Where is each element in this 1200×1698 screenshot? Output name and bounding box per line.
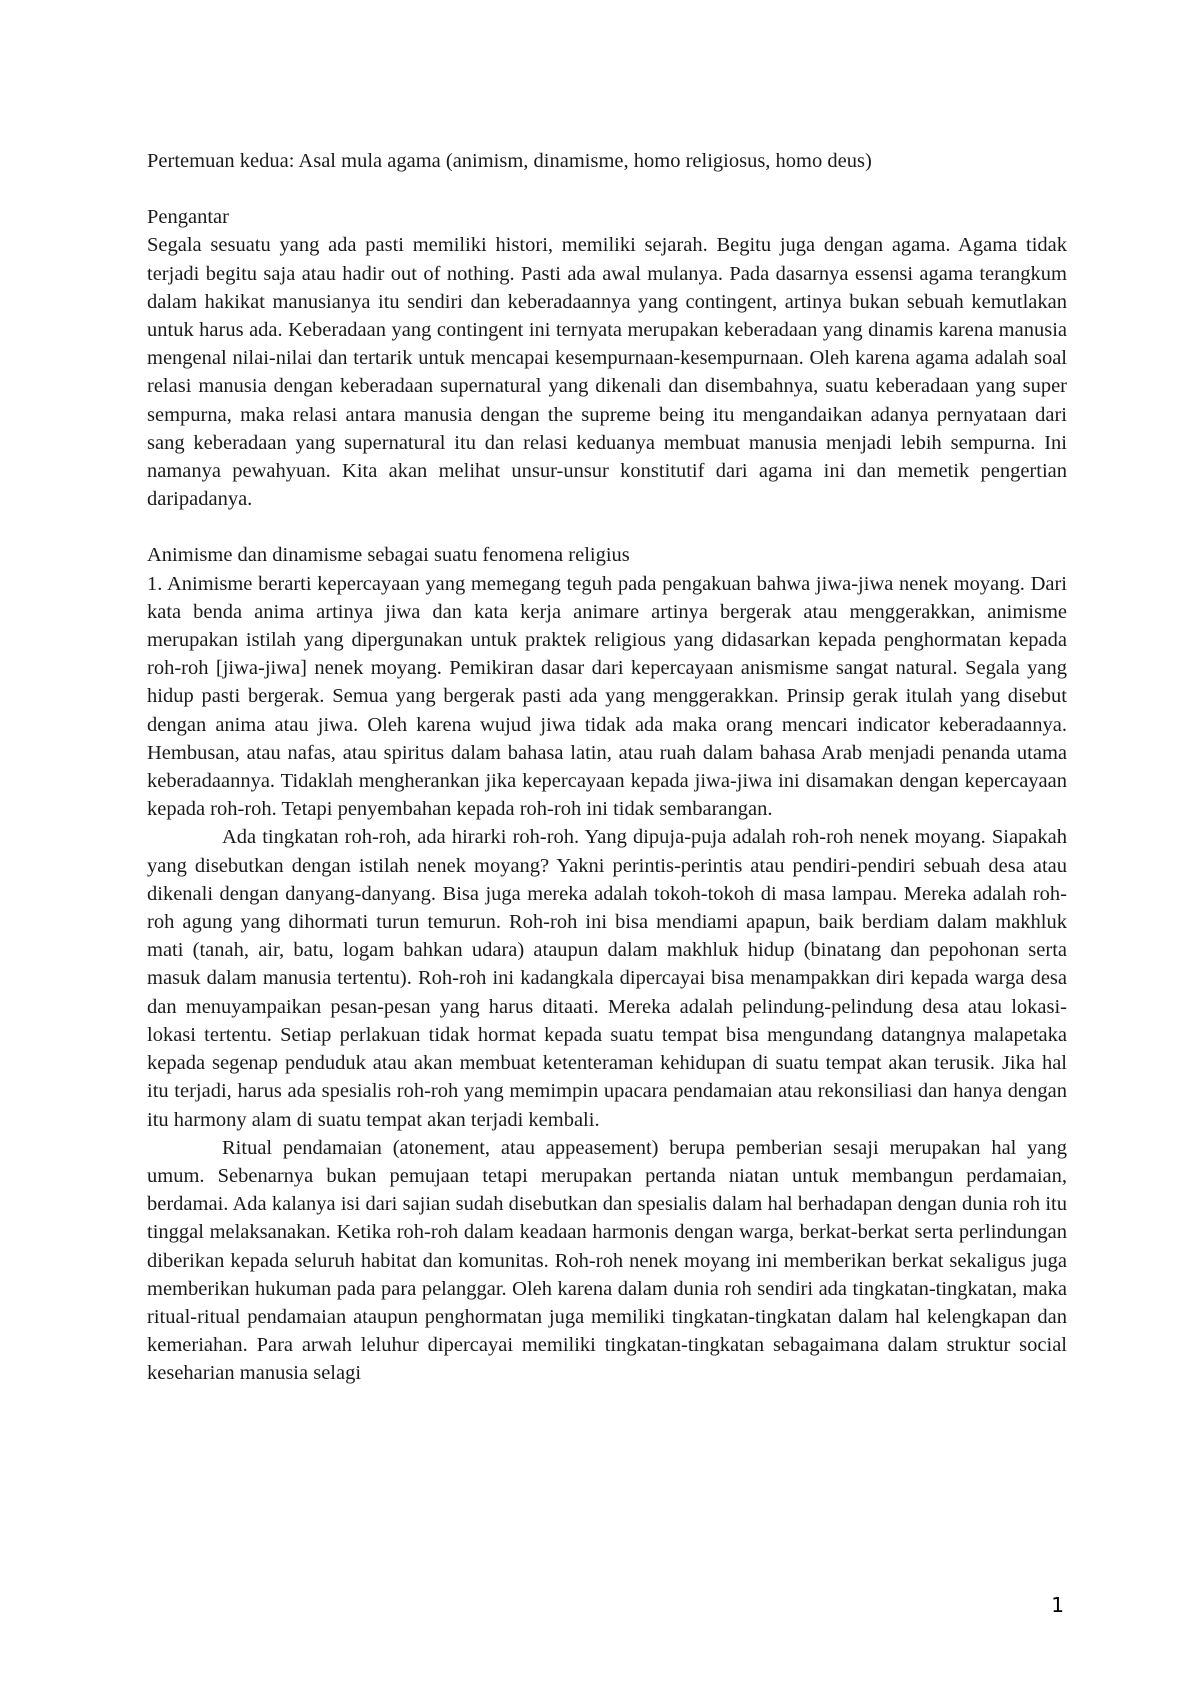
document-body xyxy=(147,147,1067,1388)
paragraph-animisme-2: Ada tingkatan roh-roh, ada hirarki roh-roh. Yang dipuja-puja adalah roh-roh nenek moyang. Siapakah yang disebutkan dengan istilah nenek moyang? Yakni perintis-perintis atau pendiri-pendiri sebuah desa atau dikenali dengan danyang-danyang. Bisa juga mereka adalah tokoh-tokoh di masa lampau. Mereka adalah roh-roh agung yang dihormati turun temurun. Roh-roh ini bisa mendiami apapun, baik berdiam dalam makhluk mati (tanah, air, batu, logam bahkan udara) ataupun dalam makhluk hidup (binatang dan pepohonan serta masuk dalam manusia tertentu). Roh-roh ini kadangkala dipercayai bisa menampakkan diri kepada warga desa dan menuyampaikan pesan-pesan yang harus ditaati. Mereka adalah pelindung-pelindung desa atau lokasi-lokasi tertentu. Setiap perlakuan tidak hormat kepada suatu tempat bisa mengundang datangnya malapetaka kepada segenap penduduk atau akan membuat ketenteraman kehidupan di suatu tempat akan terusik. Jika hal itu terjadi, harus ada spesialis roh-roh yang memimpin upacara pendamaian atau rekonsiliasi dan hanya dengan itu harmony alam di suatu tempat akan terjadi kembali. xyxy=(147,826,1067,1131)
section-heading-pengantar: Pengantar xyxy=(147,206,229,229)
document-title: Pertemuan kedua: Asal mula agama (animism, dinamisme, homo religiosus, homo deus) xyxy=(147,150,872,172)
section-heading-animisme: Animisme dan dinamisme sebagai suatu fenomena religius xyxy=(147,544,630,567)
paragraph-pengantar: Segala sesuatu yang ada pasti memiliki histori, memiliki sejarah. Begitu juga dengan agama. Agama tidak terjadi begitu saja atau hadir out of nothing. Pasti ada awal mulanya. Pada dasarnya essensi agama terangkum dalam hakikat manusianya itu sendiri dan keberadaannya yang contingent, artinya bukan sebuah kemutlakan untuk harus ada. Keberadaan yang contingent ini ternyata merupakan keberadaan yang dinamis karena manusia mengenal nilai-nilai dan tertarik untuk mencapai kesempurnaan-kesempurnaan. Oleh karena agama adalah soal relasi manusia dengan keberadaan supernatural yang dikenali dan disembahnya, suatu keberadaan yang super sempurna, maka relasi antara manusia dengan the supreme being itu mengandaikan adanya pernyataan dari sang keberadaan yang supernatural itu dan relasi keduanya membuat manusia menjadi lebih sempurna. Ini namanya pewahyuan. Kita akan melihat unsur-unsur konstitutif dari agama ini dan memetik pengertian daripadanya. xyxy=(147,234,1067,511)
paragraph-animisme-3: Ritual pendamaian (atonement, atau appeasement) berupa pemberian sesaji merupakan hal yang umum. Sebenarnya bukan pemujaan tetapi merupakan pertanda niatan untuk membangun perdamaian, berdamai. Ada kalanya isi dari sajian sudah disebutkan dan spesialis dalam hal berhadapan dengan dunia roh itu tinggal melaksanakan. Ketika roh-roh dalam keadaan harmonis dengan warga, berkat-berkat serta perlindungan diberikan kepada seluruh habitat dan komunitas. Roh-roh nenek moyang ini memberikan berkat sekaligus juga memberikan hukuman pada para pelanggar. Oleh karena dalam dunia roh sendiri ada tingkatan-tingkatan, maka ritual-ritual pendamaian ataupun penghormatan juga memiliki tingkatan-tingkatan dalam hal kelengkapan dan kemeriahan. Para arwah leluhur dipercayai memiliki tingkatan-tingkatan sebagaimana dalam struktur social keseharian manusia selagi xyxy=(147,1136,1067,1385)
paragraph-animisme-1: 1. Animisme berarti kepercayaan yang memegang teguh pada pengakuan bahwa jiwa-jiwa nenek moyang. Dari kata benda anima artinya jiwa dan kata kerja animare artinya bergerak atau menggerakkan, animisme merupakan istilah yang dipergunakan untuk praktek religious yang didasarkan kepada penghormatan kepada roh-roh [jiwa-jiwa] nenek moyang. Pemikiran dasar dari kepercayaan anismisme sangat natural. Segala yang hidup pasti bergerak. Semua yang bergerak pasti ada yang menggerakkan. Prinsip gerak itulah yang disebut dengan anima atau jiwa. Oleh karena wujud jiwa tidak ada maka orang mencari indicator keberadaannya. Hembusan, atau nafas, atau spiritus dalam bahasa latin, atau ruah dalam bahasa Arab menjadi penanda utama keberadaannya. Tidaklah mengherankan jika kepercayaan kepada jiwa-jiwa ini disamakan dengan kepercayaan kepada roh-roh. Tetapi penyembahan kepada roh-roh ini tidak sembarangan. xyxy=(147,572,1067,821)
page-number: 1 xyxy=(1051,1593,1064,1617)
